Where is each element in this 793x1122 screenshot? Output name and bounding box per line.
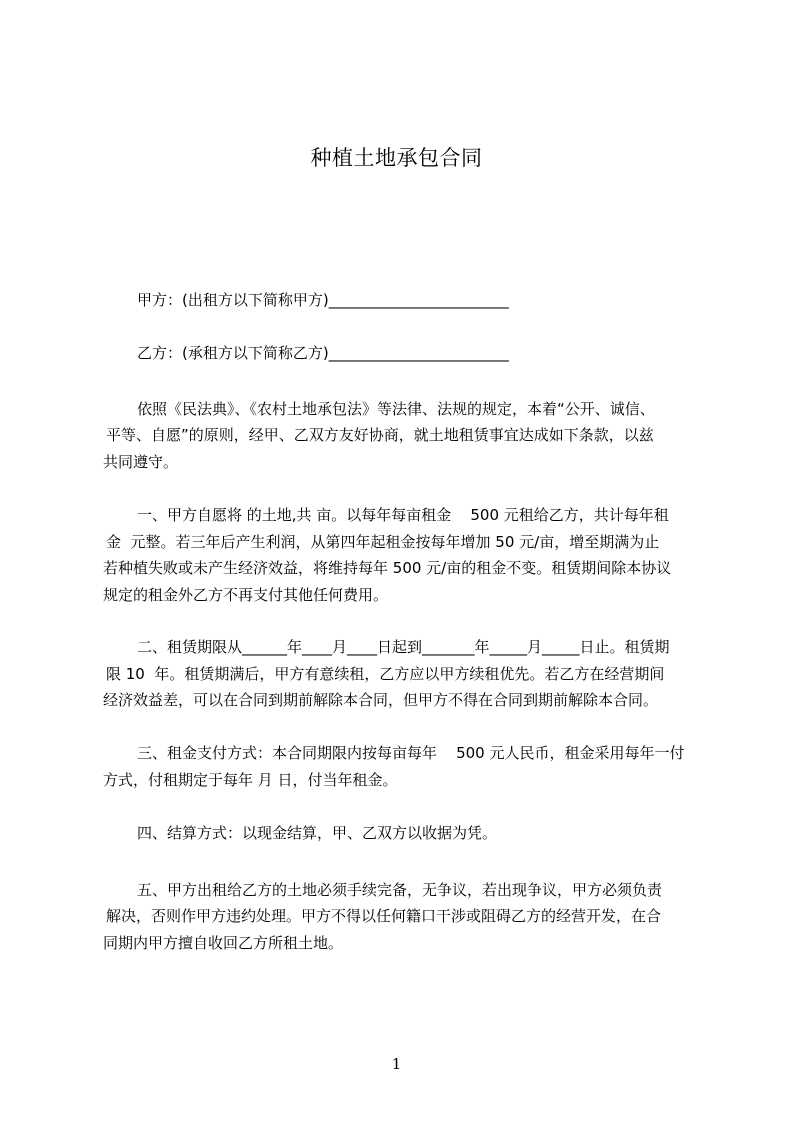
clause-5-line: 同期内甲方擅自收回乙方所租土地。 <box>103 934 344 952</box>
page-number: 1 <box>391 1055 402 1073</box>
clause-1-line: 一、甲方自愿将 的土地,共 亩。以每年每亩租金 500 元租给乙方，共计每年租 <box>137 506 669 524</box>
party-a-line: 甲方：(出租方以下简称甲方)________________________ <box>137 291 509 309</box>
party-b-line: 乙方：(承租方以下简称乙方)________________________ <box>137 344 509 362</box>
clause-2-line: 二、租赁期限从______年____月____日起到_______年_____月_____日止。租赁期 <box>137 638 670 656</box>
clause-5-line: 解决，否则作甲方违约处理。甲方不得以任何籍口干涉或阻碍乙方的经营开发，在合 <box>106 907 662 925</box>
clause-3-line: 方式，付租期定于每年 月 日，付当年租金。 <box>103 771 398 789</box>
clause-1-line: 规定的租金外乙方不再支付其他任何费用。 <box>103 586 389 604</box>
intro-line: 依照《民法典》、《农村土地承包法》等法律、法规的规定，本着“公开、诚信、 <box>137 400 655 418</box>
intro-line: 共同遵守。 <box>103 453 179 471</box>
clause-2-line: 限 10 年。租赁期满后，甲方有意续租，乙方应以甲方续租优先。若乙方在经营期间 <box>106 665 665 683</box>
clause-1-line: 若种植失败或未产生经济效益，将维持每年 500 元/亩的租金不变。租赁期间除本协议 <box>103 559 672 577</box>
clause-3-line: 三、租金支付方式：本合同期限内按每亩每年 500 元人民币，租金采用每年一付 <box>137 744 685 762</box>
document-title: 种植土地承包合同 <box>310 146 483 170</box>
clause-4-line: 四、结算方式：以现金结算，甲、乙双方以收据为凭。 <box>137 824 498 842</box>
clause-1-line: 金 元整。若三年后产生利润，从第四年起租金按每年增加 50 元/亩，增至期满为止 <box>106 533 660 551</box>
clause-2-line: 经济效益差，可以在合同到期前解除本合同，但甲方不得在合同到期前解除本合同。 <box>103 691 659 709</box>
intro-line: 平等、自愿”的原则，经甲、乙双方友好协商，就土地租赁事宜达成如下条款，以兹 <box>106 426 654 444</box>
clause-5-line: 五、甲方出租给乙方的土地必须手续完备，无争议，若出现争议，甲方必须负责 <box>137 881 663 899</box>
